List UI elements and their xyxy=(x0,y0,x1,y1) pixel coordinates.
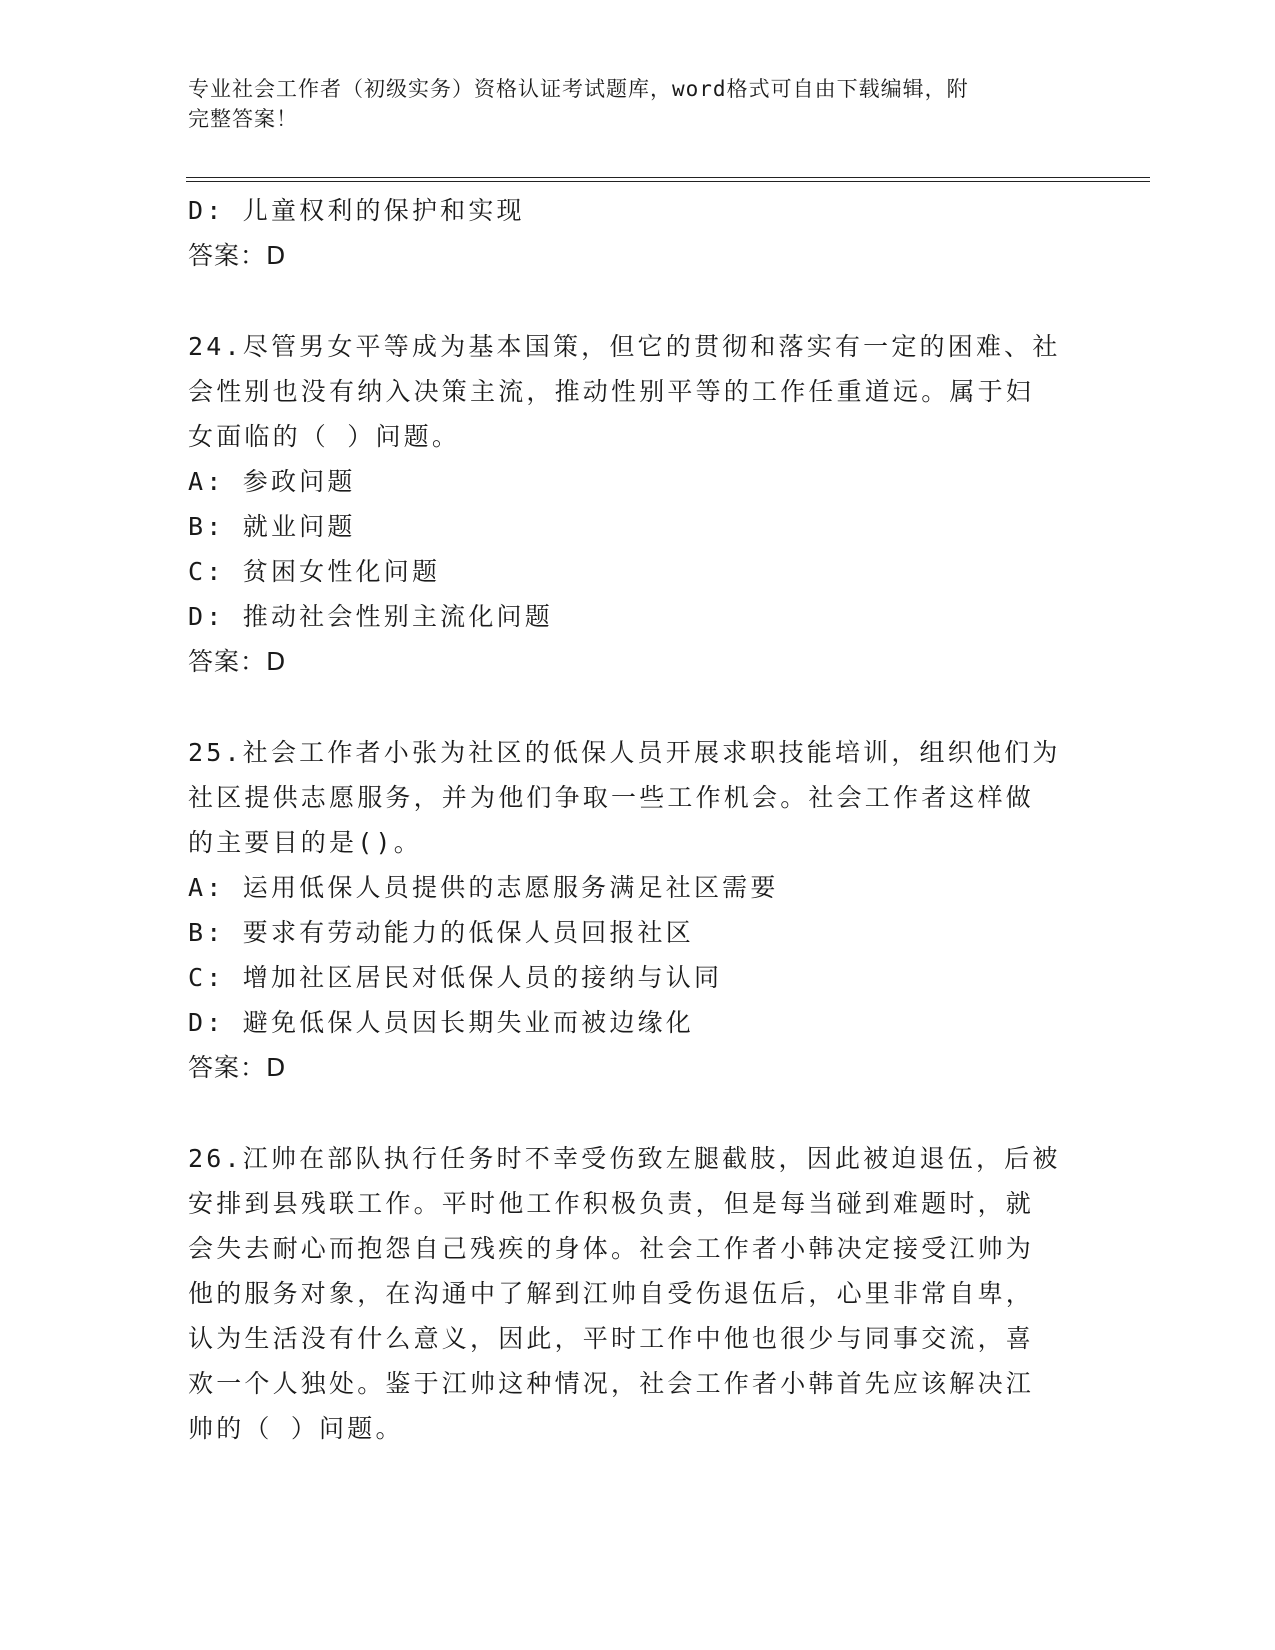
question-stem-line: 欢一个人独处。鉴于江帅这种情况，社会工作者小韩首先应该解决江 xyxy=(188,1369,1035,1398)
question-23-tail xyxy=(188,188,1088,278)
page-header xyxy=(188,74,1068,134)
question-stem-line: 26.江帅在部队执行任务时不幸受伤致左腿截肢，因此被迫退伍，后被 xyxy=(188,1144,1061,1173)
header-line-1: 专业社会工作者（初级实务）资格认证考试题库，word格式可自由下载编辑，附 xyxy=(188,77,969,101)
option-b: B: 要求有劳动能力的低保人员回报社区 xyxy=(188,918,694,947)
option-a: A: 运用低保人员提供的志愿服务满足社区需要 xyxy=(188,873,779,902)
answer-line: 答案：D xyxy=(188,1053,287,1082)
spacer xyxy=(188,278,1088,324)
question-24 xyxy=(188,324,1088,684)
header-line-2: 完整答案！ xyxy=(188,107,298,131)
option-d: D: 避免低保人员因长期失业而被边缘化 xyxy=(188,1008,694,1037)
header-divider-top xyxy=(186,177,1150,178)
question-stem-line: 社区提供志愿服务，并为他们争取一些工作机会。社会工作者这样做 xyxy=(188,783,1035,812)
option-d: D: 推动社会性别主流化问题 xyxy=(188,602,553,631)
answer-line: 答案：D xyxy=(188,647,287,676)
header-divider-bottom xyxy=(186,181,1150,182)
question-stem-line: 的主要目的是()。 xyxy=(188,828,422,857)
question-stem-line: 会失去耐心而抱怨自己残疾的身体。社会工作者小韩决定接受江帅为 xyxy=(188,1234,1035,1263)
option-c: C: 增加社区居民对低保人员的接纳与认同 xyxy=(188,963,723,992)
option-c: C: 贫困女性化问题 xyxy=(188,557,441,586)
question-25 xyxy=(188,730,1088,1090)
question-stem-line: 25.社会工作者小张为社区的低保人员开展求职技能培训，组织他们为 xyxy=(188,738,1061,767)
question-stem-line: 女面临的（ ）问题。 xyxy=(188,422,461,451)
option-d: D: 儿童权利的保护和实现 xyxy=(188,196,525,225)
spacer xyxy=(188,1090,1088,1136)
spacer xyxy=(188,684,1088,730)
question-26 xyxy=(188,1136,1088,1451)
option-a: A: 参政问题 xyxy=(188,467,356,496)
question-stem-line: 会性别也没有纳入决策主流，推动性别平等的工作任重道远。属于妇 xyxy=(188,377,1035,406)
answer-line: 答案：D xyxy=(188,241,287,270)
question-stem-line: 24.尽管男女平等成为基本国策，但它的贯彻和落实有一定的困难、社 xyxy=(188,332,1061,361)
question-content xyxy=(188,188,1088,1451)
option-b: B: 就业问题 xyxy=(188,512,356,541)
question-stem-line: 帅的（ ）问题。 xyxy=(188,1414,404,1443)
question-stem-line: 他的服务对象，在沟通中了解到江帅自受伤退伍后，心里非常自卑， xyxy=(188,1279,1035,1308)
question-stem-line: 认为生活没有什么意义，因此，平时工作中他也很少与同事交流，喜 xyxy=(188,1324,1035,1353)
question-stem-line: 安排到县残联工作。平时他工作积极负责，但是每当碰到难题时，就 xyxy=(188,1189,1035,1218)
